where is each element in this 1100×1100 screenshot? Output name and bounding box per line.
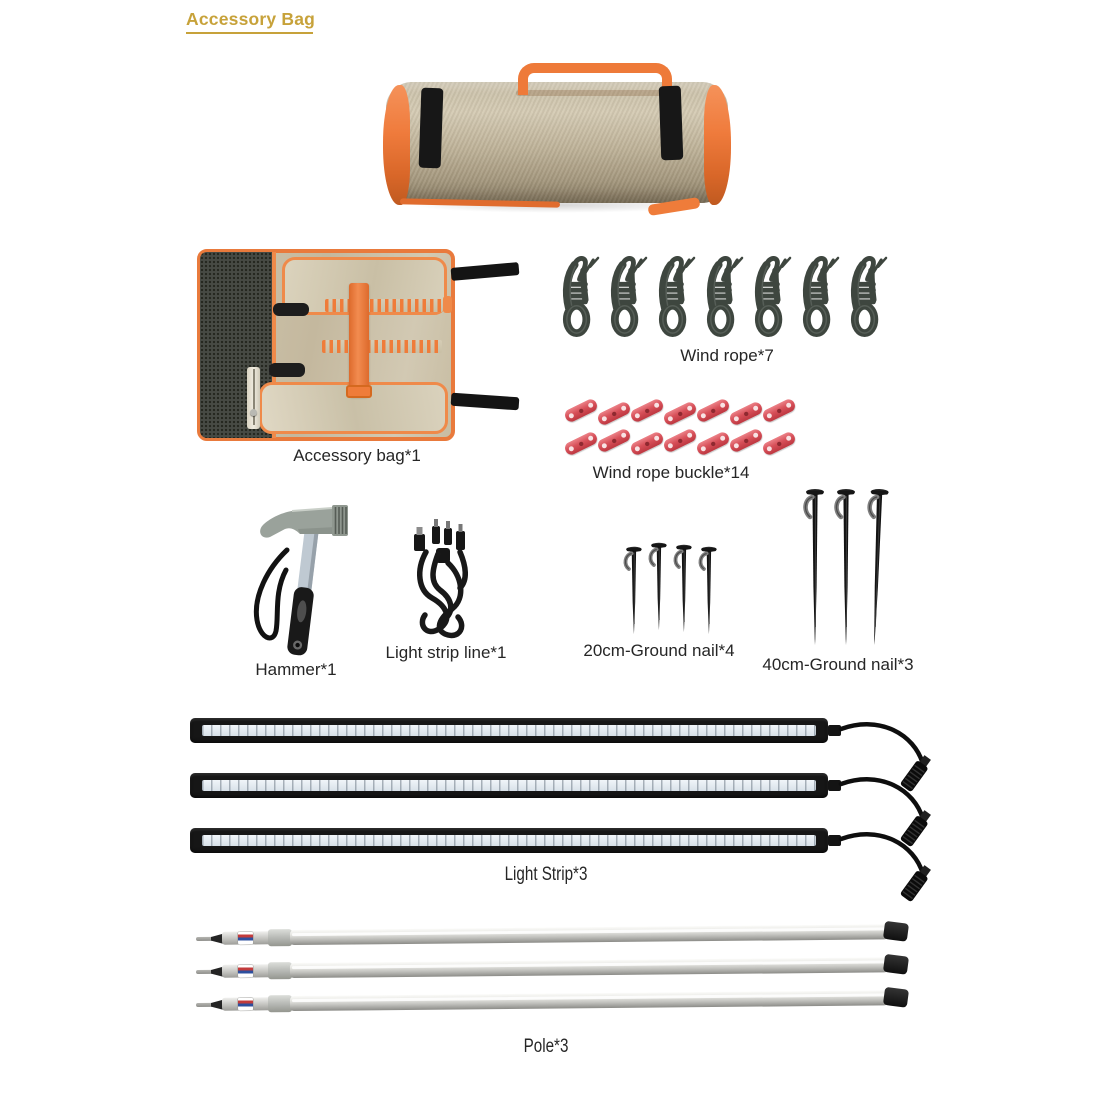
pole-end-cap (883, 987, 909, 1008)
light-strip-led-row (202, 725, 816, 736)
wind-rope-label: Wind rope*7 (680, 346, 774, 365)
hammer-handle (286, 529, 321, 656)
light-strip-photo (190, 773, 950, 798)
buckle-body (662, 400, 698, 427)
ground-nail-40cm-label: 40cm-Ground nail*3 (762, 655, 914, 674)
pole-photo (196, 919, 910, 950)
wind-rope-buckle-photo (565, 396, 598, 426)
buckle-body (596, 427, 632, 454)
wind-rope-photo (848, 251, 889, 341)
buckle-body (761, 430, 797, 457)
open-bag-velcro-tab-1 (273, 303, 309, 316)
open-bag-right-strap-top (451, 262, 520, 281)
light-strips-group (190, 718, 950, 883)
ground-nail-20cm-label: 20cm-Ground nail*4 (583, 641, 735, 660)
open-bag-center-strap (349, 283, 369, 397)
pole-end-cap (883, 921, 909, 942)
rolled-bag-strap-right (659, 86, 684, 161)
open-bag-right-strap-bottom (451, 393, 520, 411)
hammer-strap (256, 550, 287, 638)
buckle-body (695, 430, 731, 457)
light-strip-label: Light Strip*3 (504, 864, 588, 885)
pole-label: Pole*3 (523, 1036, 569, 1057)
buckle-body (761, 397, 797, 424)
ground-nails-40cm-group (802, 487, 890, 649)
buckle-body (662, 427, 698, 454)
ground-nail-40cm-photo (802, 487, 828, 649)
buckle-body (596, 400, 632, 427)
wind-rope-buckle-photo (664, 399, 697, 429)
wind-rope-photo (560, 251, 601, 341)
pole-photo (196, 952, 910, 983)
pole-joint-collar (268, 962, 292, 979)
wind-rope-buckle-photo (631, 429, 664, 459)
open-bag-elastic-loops-row2 (322, 340, 442, 353)
light-strip-led-row (202, 780, 816, 791)
open-bag-zipper-line (253, 369, 255, 425)
light-strip-line-label: Light strip line*1 (385, 643, 507, 662)
wind-rope-buckle-photo (763, 429, 796, 459)
page-title-underline (186, 32, 313, 34)
buckle-body (695, 397, 731, 424)
pole-label-sticker (238, 931, 253, 944)
wind-rope-buckle-label: Wind rope buckle*14 (592, 463, 750, 482)
open-bag-loop-end-tab (443, 296, 452, 313)
pole-joint-collar (268, 929, 292, 946)
open-bag-velcro-tab-2 (269, 363, 305, 377)
wind-rope-photo (800, 251, 841, 341)
wind-rope-photo (752, 251, 793, 341)
wind-rope-buckle-photo (697, 429, 730, 459)
rolled-accessory-bag-photo (386, 76, 728, 203)
ground-nail-20cm-photo (672, 539, 694, 639)
pole-label-sticker (238, 964, 253, 977)
cable-coil (420, 552, 466, 635)
buckle-body (563, 397, 599, 424)
ground-nail-20cm-photo (647, 537, 669, 637)
hammer-head (260, 505, 348, 538)
wind-rope-buckle-photo (598, 399, 631, 429)
light-strip-line-photo (408, 518, 486, 646)
wind-rope-buckle-photo (697, 396, 730, 426)
open-bag-zipper-pull (250, 409, 257, 416)
buckle-body (728, 427, 764, 454)
ground-nail-40cm-photo (861, 487, 893, 650)
wind-rope-buckle-photo (565, 429, 598, 459)
page-title: Accessory Bag (186, 9, 316, 29)
accessory-bag-label: Accessory bag*1 (293, 446, 421, 465)
rolled-bag-left-trim (383, 85, 410, 205)
pole-spigot-pin (196, 937, 213, 941)
wind-rope-photo (656, 251, 697, 341)
light-strip-photo (190, 718, 950, 743)
pole-end-cap (883, 954, 909, 975)
poles-group (196, 926, 910, 1025)
wind-rope-buckle-photo (730, 399, 763, 429)
wind-rope-buckle-photo (664, 426, 697, 456)
wind-rope-photo (704, 251, 745, 341)
light-strip-led-row (202, 835, 816, 846)
open-bag-elastic-loops-row1 (325, 299, 443, 312)
rolled-bag-handle (518, 63, 672, 95)
ground-nail-20cm-photo (622, 541, 644, 641)
buckle-body (629, 397, 665, 424)
hammer-photo (240, 496, 358, 666)
wind-rope-photo (608, 251, 649, 341)
buckle-body (629, 430, 665, 457)
open-bag-strap-keeper (346, 385, 372, 398)
light-strip-photo (190, 828, 950, 853)
wind-rope-buckles-group (565, 396, 797, 456)
pole-label-sticker (238, 997, 253, 1010)
wind-rope-buckle-photo (631, 396, 664, 426)
pole-joint-collar (268, 995, 292, 1012)
ground-nail-40cm-photo (833, 487, 859, 649)
pole-spigot-pin (196, 1003, 213, 1007)
ground-nails-20cm-group (622, 541, 719, 641)
pole-spigot-pin (196, 970, 213, 974)
rolled-bag-strap-left (419, 88, 444, 169)
buckle-body (563, 430, 599, 457)
wind-rope-buckle-photo (763, 396, 796, 426)
wind-rope-buckle-photo (598, 426, 631, 456)
hammer-label: Hammer*1 (255, 660, 337, 679)
wind-ropes-group (560, 251, 889, 341)
open-accessory-bag-photo (197, 249, 455, 441)
wind-rope-buckle-photo (730, 426, 763, 456)
pole-photo (196, 985, 910, 1016)
buckle-body (728, 400, 764, 427)
ground-nail-20cm-photo (697, 541, 719, 641)
